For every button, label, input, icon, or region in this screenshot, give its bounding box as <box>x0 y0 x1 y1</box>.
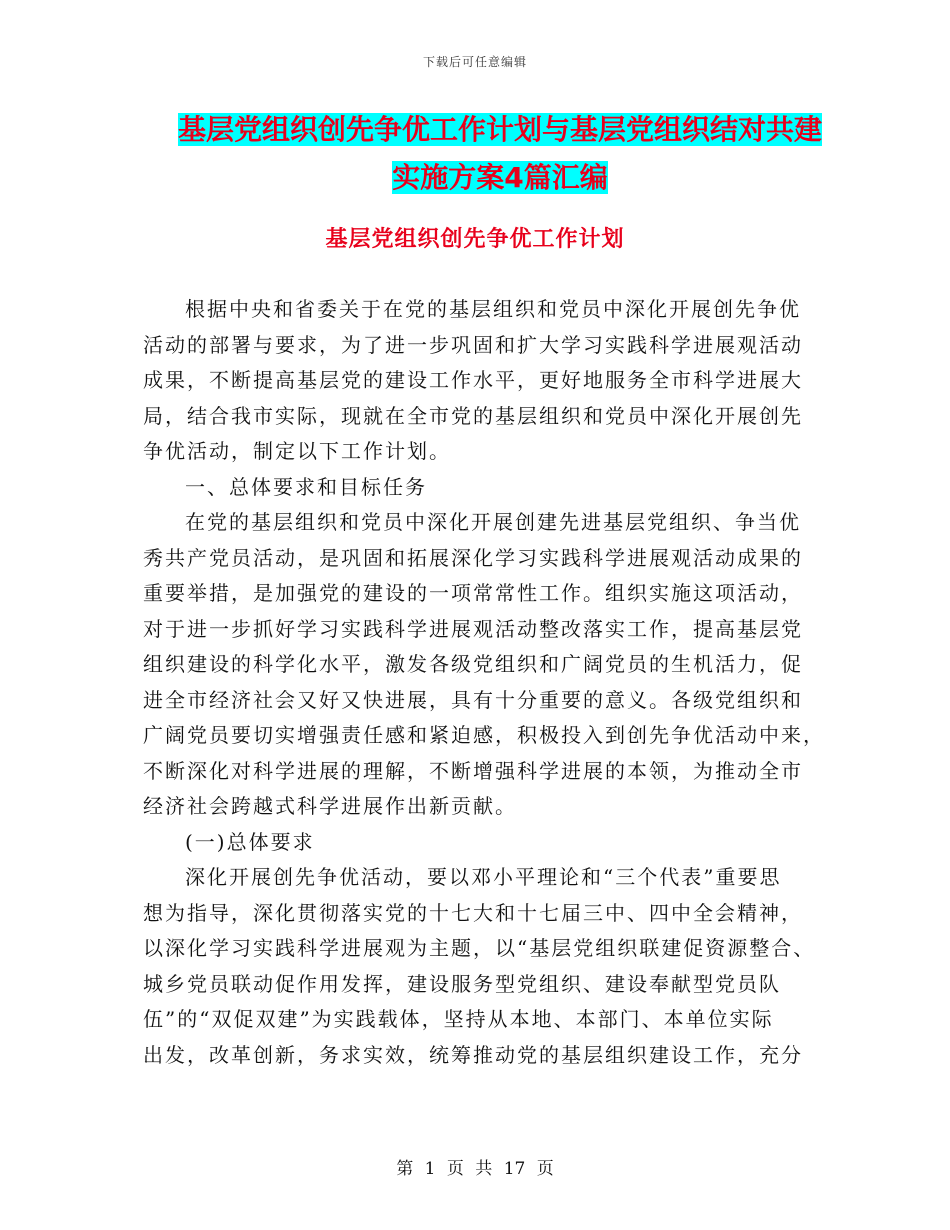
paragraph-line: 伍”的“双促双建”为实践载体，坚持从本地、本部门、本单位实际 <box>143 1007 774 1031</box>
paragraph-line: 根据中央和省委关于在党的基层组织和党员中深化开展创先争优 <box>185 297 801 321</box>
document-body <box>143 292 825 1073</box>
paragraph-line: 不断深化对科学进展的理解，不断增强科学进展的本领，为推动全市 <box>143 758 803 783</box>
document-title-line-1: 基层党组织创先争优工作计划与基层党组织结对共建 <box>177 113 822 146</box>
paragraph-line: 在党的基层组织和党员中深化开展创建先进基层党组织、争当优 <box>185 510 801 534</box>
heading-line: 一、总体要求和目标任务 <box>185 474 427 499</box>
paragraph-line: 活动的部署与要求，为了进一步巩固和扩大学习实践科学进展观活动 <box>143 332 803 357</box>
paragraph-line: 重要举措，是加强党的建设的一项常常性工作。组织实施这项活动， <box>143 581 803 605</box>
section-title: 基层党组织创先争优工作计划 <box>325 227 625 252</box>
paragraph-line: 经济社会跨越式科学进展作出新贡献。 <box>143 794 517 818</box>
paragraph-line: 广阔党员要切实增强责任感和紧迫感，积极投入到创先争优活动中来， <box>143 723 825 747</box>
paragraph-line: 以深化学习实践科学进展观为主题，以“基层党组织联建促资源整合、 <box>143 936 816 960</box>
paragraph-line: 局，结合我市实际，现就在全市党的基层组织和党员中深化开展创先 <box>143 403 803 428</box>
heading-line: (一)总体要求 <box>185 829 315 854</box>
paragraph-line: 想为指导，深化贯彻落实党的十七大和十七届三中、四中全会精神， <box>143 900 803 925</box>
paragraph-line: 秀共产党员活动，是巩固和拓展深化学习实践科学进展观活动成果的 <box>143 545 803 570</box>
paragraph-line: 对于进一步抓好学习实践科学进展观活动整改落实工作，提高基层党 <box>143 616 803 641</box>
paragraph-line: 出发，改革创新，务求实效，统筹推动党的基层组织建设工作，充分 <box>143 1042 803 1067</box>
page-header-note: 下载后可任意编辑 <box>422 55 527 69</box>
paragraph-line: 进全市经济社会又好又快进展，具有十分重要的意义。各级党组织和 <box>143 687 803 712</box>
document-title-line-2: 实施方案4篇汇编 <box>392 161 608 194</box>
paragraph-line: 组织建设的科学化水平，激发各级党组织和广阔党员的生机活力，促 <box>143 652 803 676</box>
document-title <box>120 106 880 202</box>
paragraph-line: 成果，不断提高基层党的建设工作水平，更好地服务全市科学进展大 <box>143 368 803 392</box>
page-footer: 第 1 页 共 17 页 <box>396 1159 554 1179</box>
paragraph-line: 城乡党员联动促作用发挥，建设服务型党组织、建设奉献型党员队 <box>143 971 781 996</box>
paragraph-line: 争优活动，制定以下工作计划。 <box>143 439 451 463</box>
paragraph-line: 深化开展创先争优活动，要以邓小平理论和“三个代表”重要思 <box>185 865 782 889</box>
